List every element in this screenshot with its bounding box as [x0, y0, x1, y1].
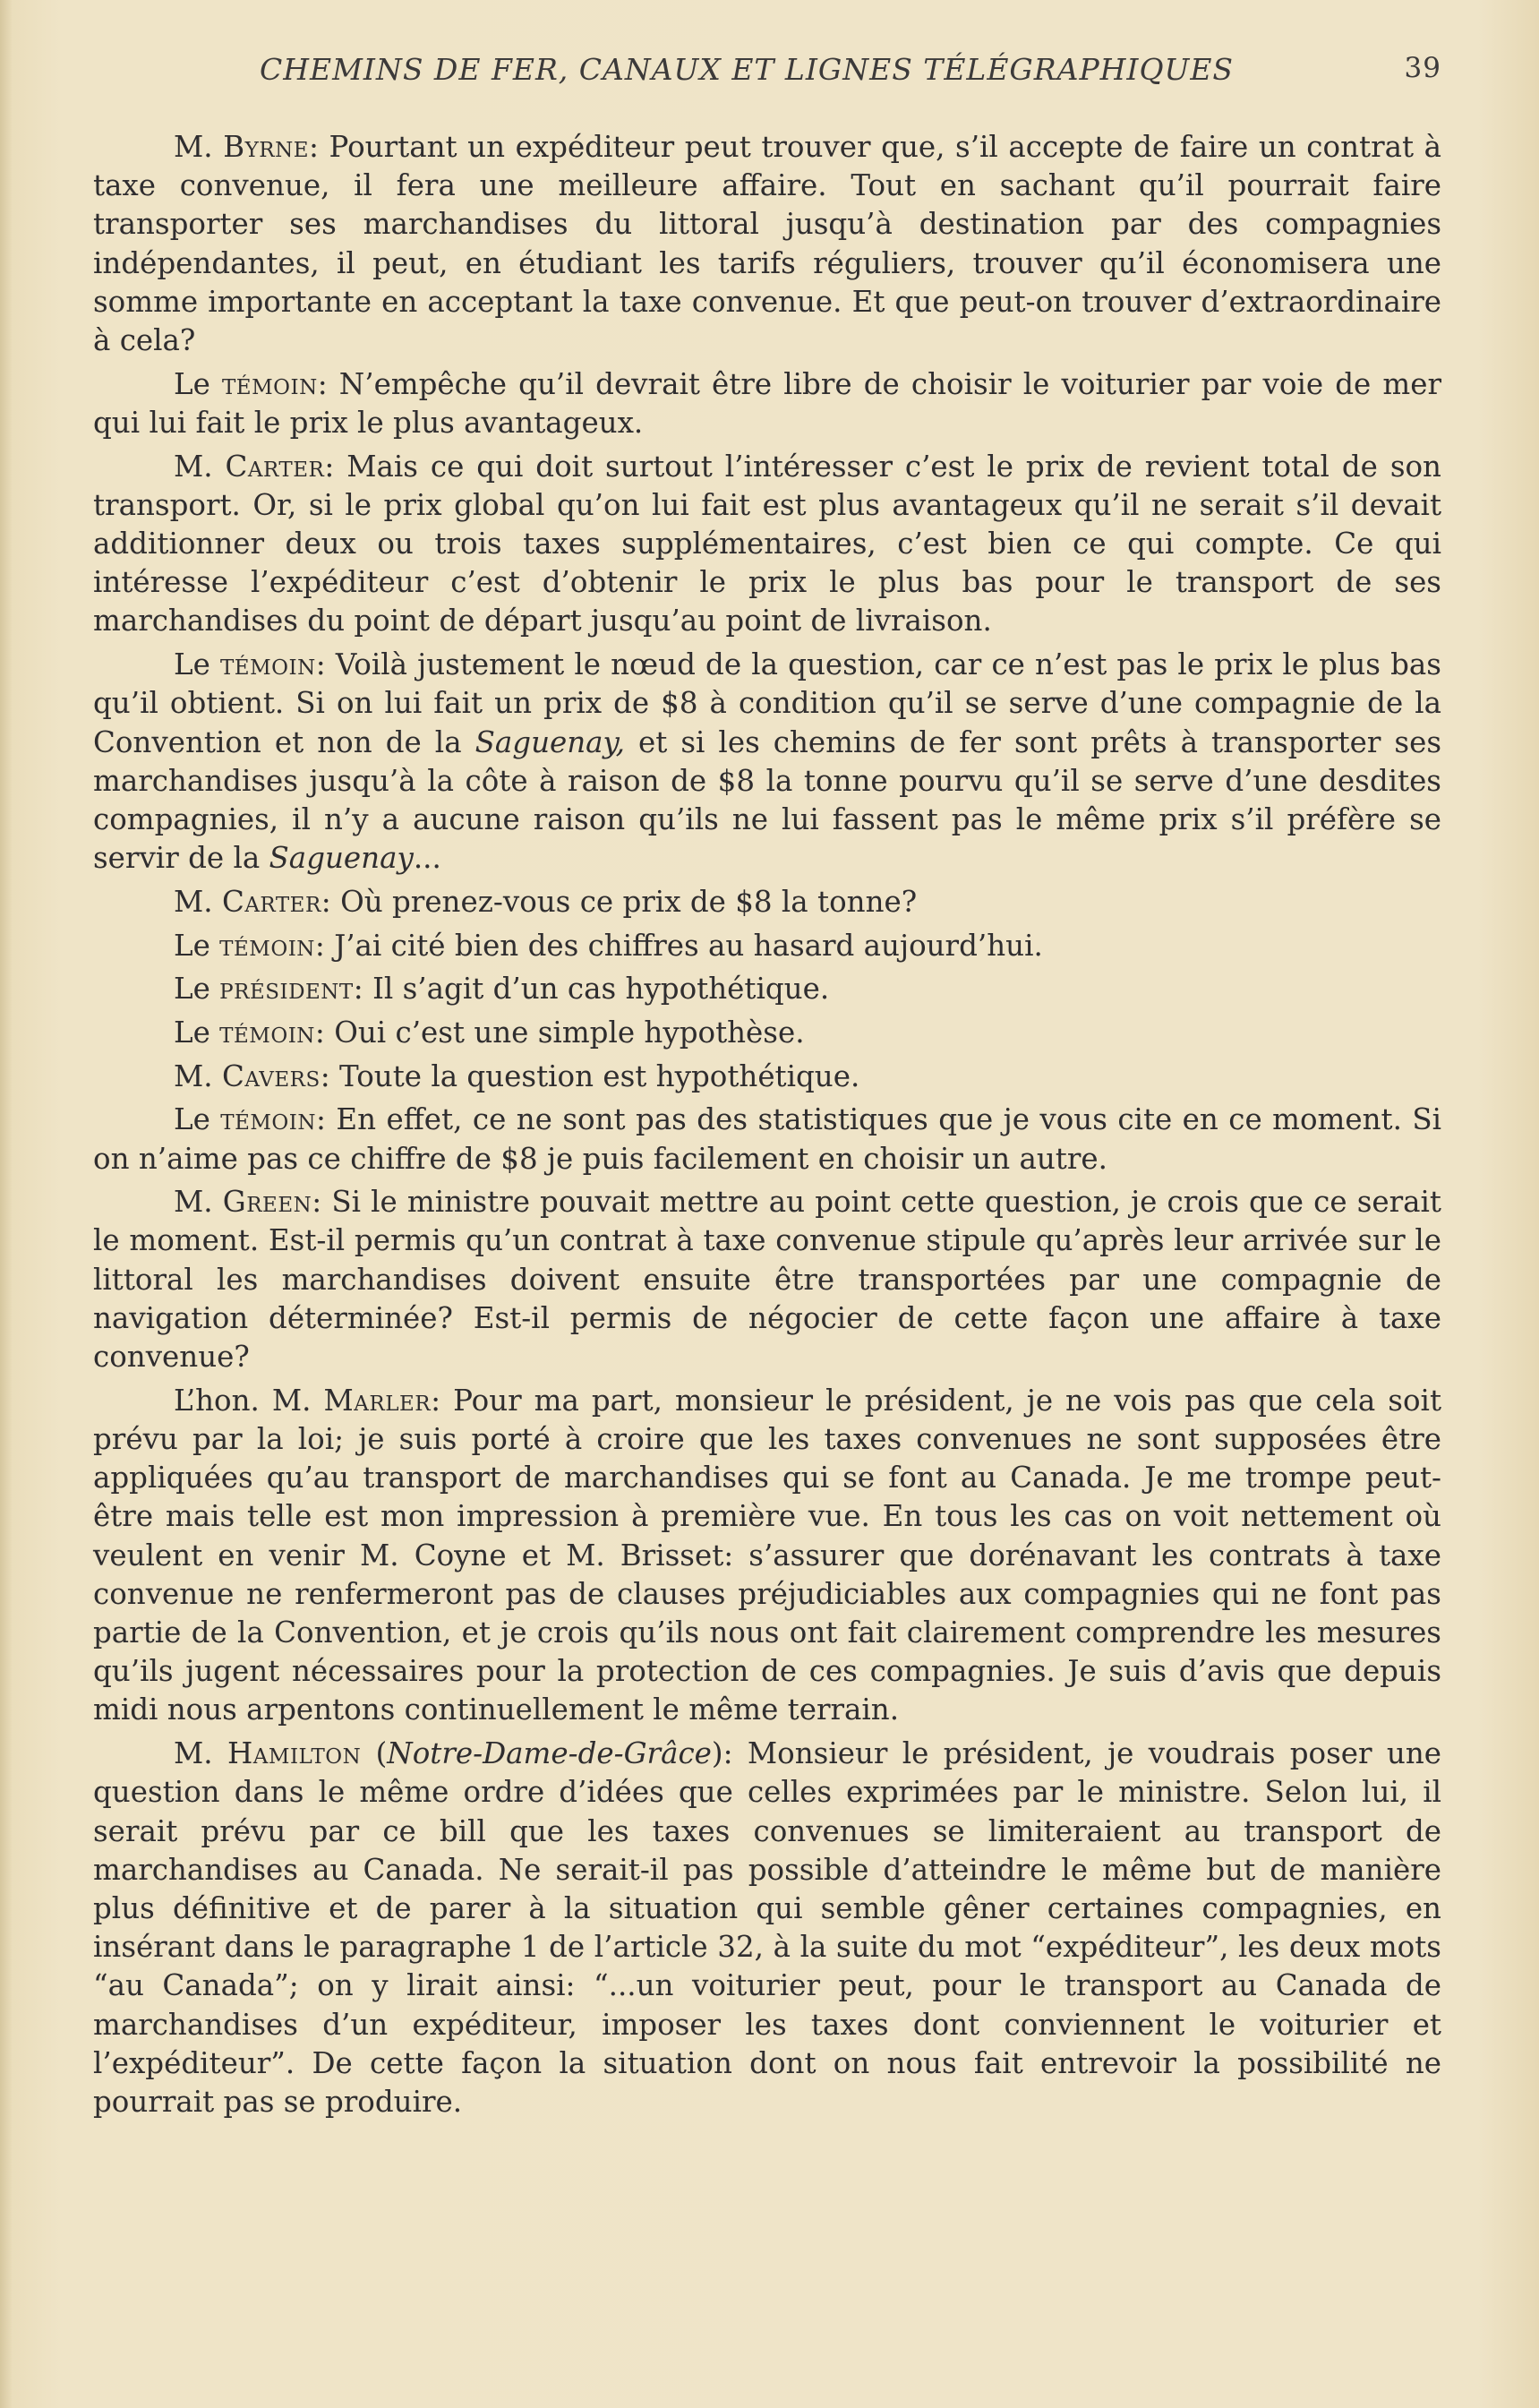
page-edge-shadow: [0, 0, 13, 2408]
speaker-name: témoin: [219, 928, 315, 963]
speaker-name: témoin: [219, 647, 316, 682]
paragraph-hamilton: M. Hamilton (Notre-Dame-de-Grâce): Monsieur le président, je voudrais poser une question dans le même ordre d’idées que celles exprimées par le ministre. Selon lui, il serait prévu par ce bill que les taxes convenues se limiteraient au transport de marchandises au Canada. Ne serait-il pas possible d’atteindre le même but de manière plus définitive et de parer à la situation qui semble gêner certaines compagnies, en insérant dans le paragraphe 1 de l’article 32, à la suite du mot “expéditeur”, les deux mots “au Canada”; on y lirait ainsi: “...un voiturier peut, pour le transport au Canada de marchandises d’un expéditeur, imposer les taxes dont conviennent le voiturier et l’expéditeur”. De cette façon la situation dont on nous fait entrevoir la possibilité ne pourrait pas se produire.: [93, 1736, 1441, 2119]
paragraph-cavers: M. Cavers: Toute la question est hypothétique.: [174, 1058, 860, 1093]
paragraph-temoin: Le témoin: En effet, ce ne sont pas des statistiques que je vous cite en ce moment. Si on n’aime pas ce chiffre de $8 je puis facilement en choisir un autre.: [93, 1102, 1441, 1176]
paragraph-temoin: Le témoin: Oui c’est une simple hypothèse.: [174, 1015, 805, 1050]
speaker-name: président: [219, 972, 354, 1007]
paragraph-marler: L’hon. M. Marler: Pour ma part, monsieur le président, je ne vois pas que cela soit prévu par la loi; je suis porté à croire que les taxes convenues ne sont supposées être appliquées qu’au transport de marchandises qui se font au Canada. Je me trompe peut-être mais telle est mon impression à première vue. En tous les cas on voit nettement où veulent en venir M. Coyne et M. Brisset: s’assurer que dorénavant les contrats à taxe convenue ne renfermeront pas de clauses préjudiciables aux compagnies qui ne font pas partie de la Convention, et je crois qu’ils nous ont fait clairement comprendre les mesures qu’ils jugent nécessaires pour la protection de ces compagnies. Je suis d’avis que depuis midi nous arpentons continuellement le même terrain.: [93, 1383, 1442, 1727]
speaker-name: Cavers: [221, 1058, 321, 1093]
speaker-name: Byrne: [223, 130, 310, 164]
riding-name: Notre-Dame-de-Grâce: [387, 1736, 712, 1771]
header-title: CHEMINS DE FER, CANAUX ET LIGNES TÉLÉGRAPHIQUES: [260, 52, 1235, 87]
paragraph-temoin: Le témoin: J’ai cité bien des chiffres au hasard aujourd’hui.: [174, 928, 1043, 963]
speaker-name: Green: [222, 1185, 312, 1220]
body-text: [93, 128, 1441, 2127]
speaker-name: témoin: [219, 1015, 315, 1050]
speaker-name: Carter: [221, 884, 321, 919]
running-header: [260, 45, 1441, 95]
speaker-name: témoin: [221, 366, 318, 401]
paragraph-temoin: Le témoin: N’empêche qu’il devrait être libre de choisir le voiturier par voie de mer qui lui fait le prix le plus avantageux.: [93, 366, 1441, 440]
speaker-name: témoin: [220, 1102, 316, 1137]
paragraph-byrne: M. Byrne: Pourtant un expéditeur peut trouver que, s’il accepte de faire un contrat à taxe convenue, il fera une meilleure affaire. Tout en sachant qu’il pourrait faire transporter ses marchandises du littoral jusqu’à destination par des compagnies indépendantes, il peut, en étudiant les tarifs réguliers, trouver qu’il économisera une somme importante en acceptant la taxe convenue. Et que peut-on trouver d’extraordinaire à cela?: [93, 130, 1441, 358]
speaker-name: Carter: [225, 449, 325, 484]
paragraph-president: Le président: Il s’agit d’un cas hypothétique.: [174, 972, 830, 1007]
page-number: 39: [1404, 52, 1441, 84]
speaker-name: Marler: [323, 1383, 432, 1418]
paragraph-green: M. Green: Si le ministre pouvait mettre au point cette question, je crois que ce serait le moment. Est-il permis qu’un contrat à taxe convenue stipule qu’après leur arrivée sur le littoral les marchandises doivent ensuite être transportées par une compagnie de navigation déterminée? Est-il permis de négocier de cette façon une affaire à taxe convenue?: [93, 1185, 1441, 1375]
speaker-name: Hamilton: [227, 1736, 362, 1771]
paragraph-temoin: Le témoin: Voilà justement le nœud de la question, car ce n’est pas le prix le plus bas qu’il obtient. Si on lui fait un prix de $8 à condition qu’il se serve d’une compagnie de la Convention et non de la Saguenay, et si les chemins de fer sont prêts à transporter ses marchandises jusqu’à la côte à raison de $8 la tonne pourvu qu’il se serve d’une desdites compagnies, il n’y a aucune raison qu’ils ne lui fassent pas le même prix s’il préfère se servir de la Saguenay...: [93, 647, 1441, 876]
paragraph-carter: M. Carter: Où prenez-vous ce prix de $8 la tonne?: [174, 884, 918, 919]
paragraph-carter: M. Carter: Mais ce qui doit surtout l’intéresser c’est le prix de revient total de son transport. Or, si le prix global qu’on lui fait est plus avantageux qu’il ne serait s’il devait additionner deux ou trois taxes supplémentaires, c’est bien ce qui compte. Ce qui intéresse l’expéditeur c’est d’obtenir le prix le plus bas pour le transport de ses marchandises du point de départ jusqu’au point de livraison.: [93, 449, 1441, 638]
